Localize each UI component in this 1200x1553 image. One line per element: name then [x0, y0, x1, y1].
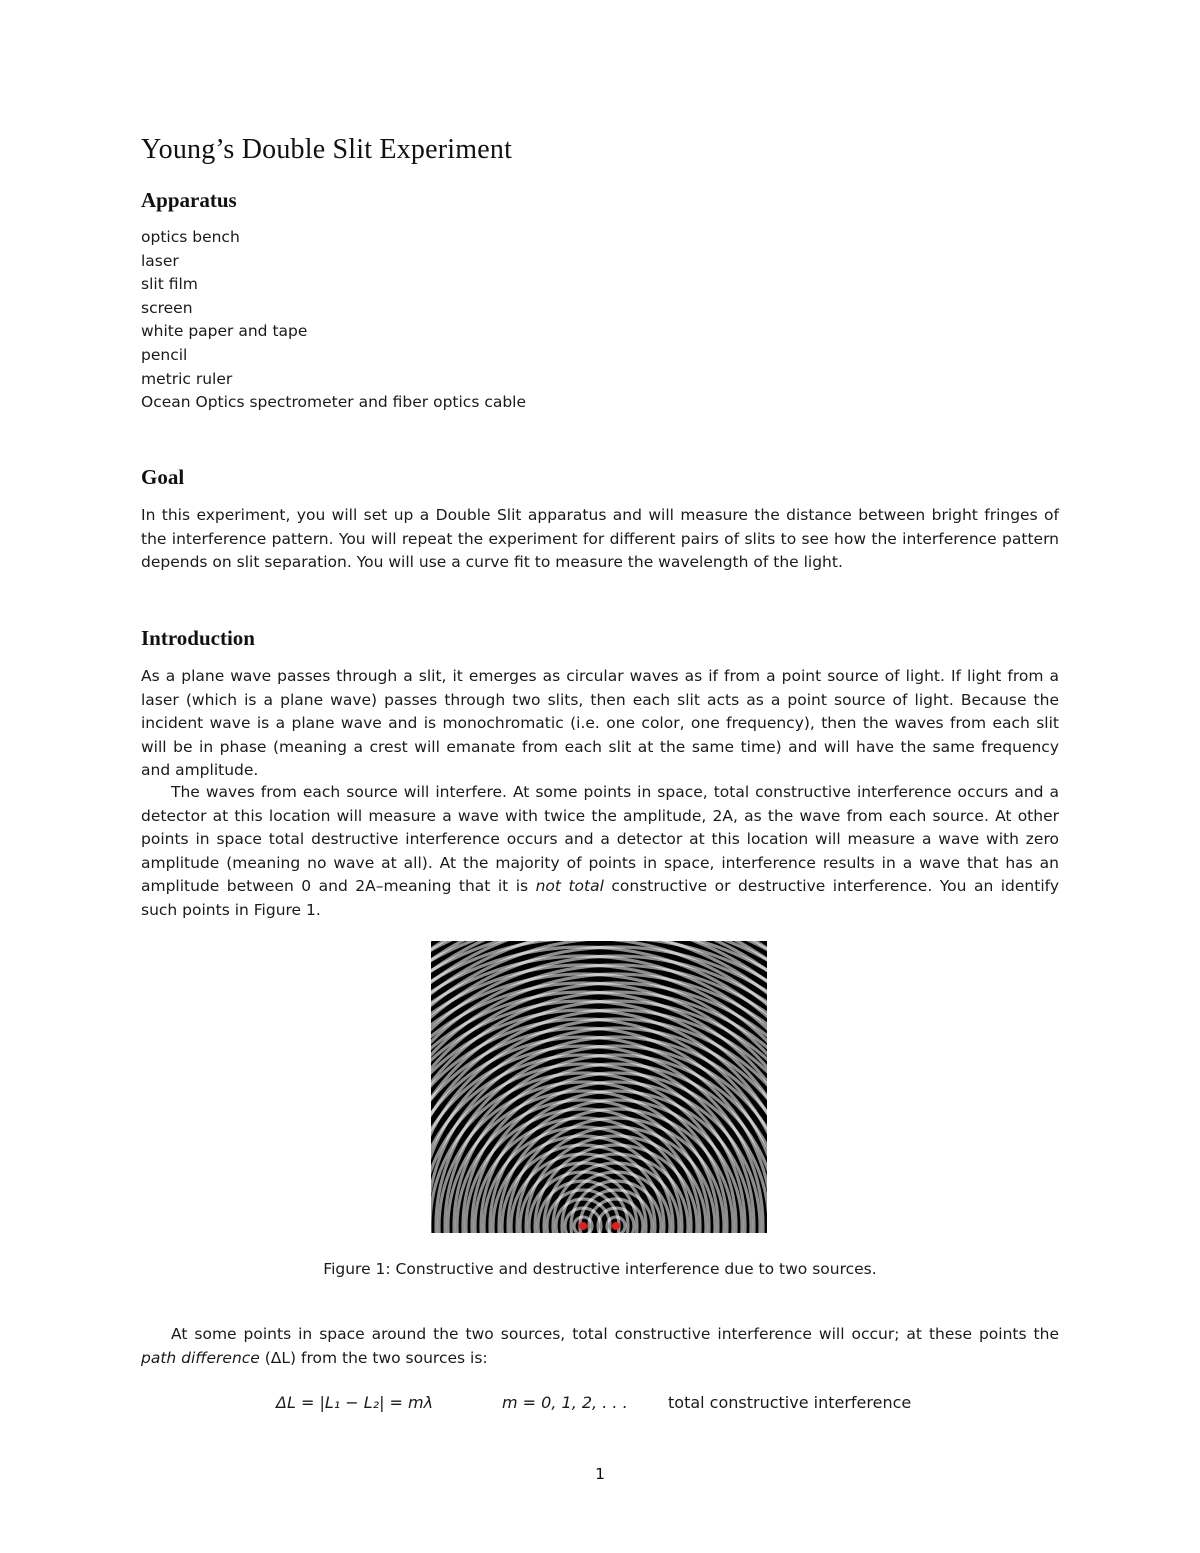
equation-main: ΔL = |L₁ − L₂| = mλ [276, 1393, 434, 1412]
emphasis-path-difference: path difference [141, 1348, 260, 1367]
list-item: screen [141, 298, 193, 317]
list-item: laser [141, 251, 179, 270]
emphasis-not-total: not total [535, 877, 604, 896]
source-right-dot [612, 1222, 620, 1230]
list-item: Ocean Optics spectrometer and fiber optics cable [141, 393, 527, 412]
intro-paragraph-2-text: The waves from each source will interfere. At some points in space, total constructive interference occurs and a detector at this location will measure a wave with twice the amplitude, 2A, as the wave from each source. At other points in space total destructive interference occurs and a detector at this location will measure a wave with zero amplitude (meaning no wave at all). At the majority of points in space, interference results in a wave that has an amplitude between 0 and 2A–meaning that it is [141, 783, 1059, 896]
page-title: Young’s Double Slit Experiment [141, 134, 513, 165]
list-item: slit film [141, 275, 198, 294]
source-left-dot [579, 1222, 587, 1230]
list-item: optics bench [141, 228, 240, 246]
goal-paragraph: In this experiment, you will set up a Double Slit apparatus and will measure the distance between bright fringes of the interference pattern. You will repeat the experiment for different pairs of slits to see how the interference pattern depends on slit separation. You will use a curve fit to measure the wavelength of the light. [141, 506, 1059, 572]
introduction-heading: Introduction [141, 626, 255, 650]
page-number: 1 [595, 1465, 605, 1483]
figure-caption: Figure 1: Constructive and destructive interference due to two sources. [323, 1260, 877, 1278]
apparatus-heading: Apparatus [141, 188, 237, 212]
goal-heading: Goal [141, 465, 185, 489]
interference-pattern-image [431, 941, 767, 1233]
path-paragraph-text: At some points in space around the two sources, total constructive interference will occur; at these points the [171, 1325, 1059, 1343]
intro-paragraph-1: As a plane wave passes through a slit, it emerges as circular waves as if from a point source of light. If light from a laser (which is a plane wave) passes through two slits, then each slit acts as a point source of light. Because the incident wave is a plane wave and is monochromatic (i.e. one color, one frequency), then the waves from each slit will be in phase (meaning a crest will emanate from each slit at the same time) and will have the same frequency and amplitude. [141, 667, 1059, 780]
intro-paragraph-2-end: constructive or destructive interference. You an identify such points in Figure 1. [141, 877, 1059, 919]
intro-paragraph-2 [141, 781, 1059, 923]
path-paragraph-end: (ΔL) from the two sources is: [259, 1348, 488, 1367]
apparatus-list [141, 226, 526, 415]
list-item: white paper and tape [141, 322, 308, 341]
equation-m-values: m = 0, 1, 2, . . . [502, 1393, 628, 1412]
list-item: pencil [141, 345, 188, 364]
path-difference-paragraph [141, 1323, 1059, 1370]
equation-label: total constructive interference [668, 1393, 912, 1412]
list-item: metric ruler [141, 369, 233, 388]
interference-figure [431, 941, 767, 1233]
